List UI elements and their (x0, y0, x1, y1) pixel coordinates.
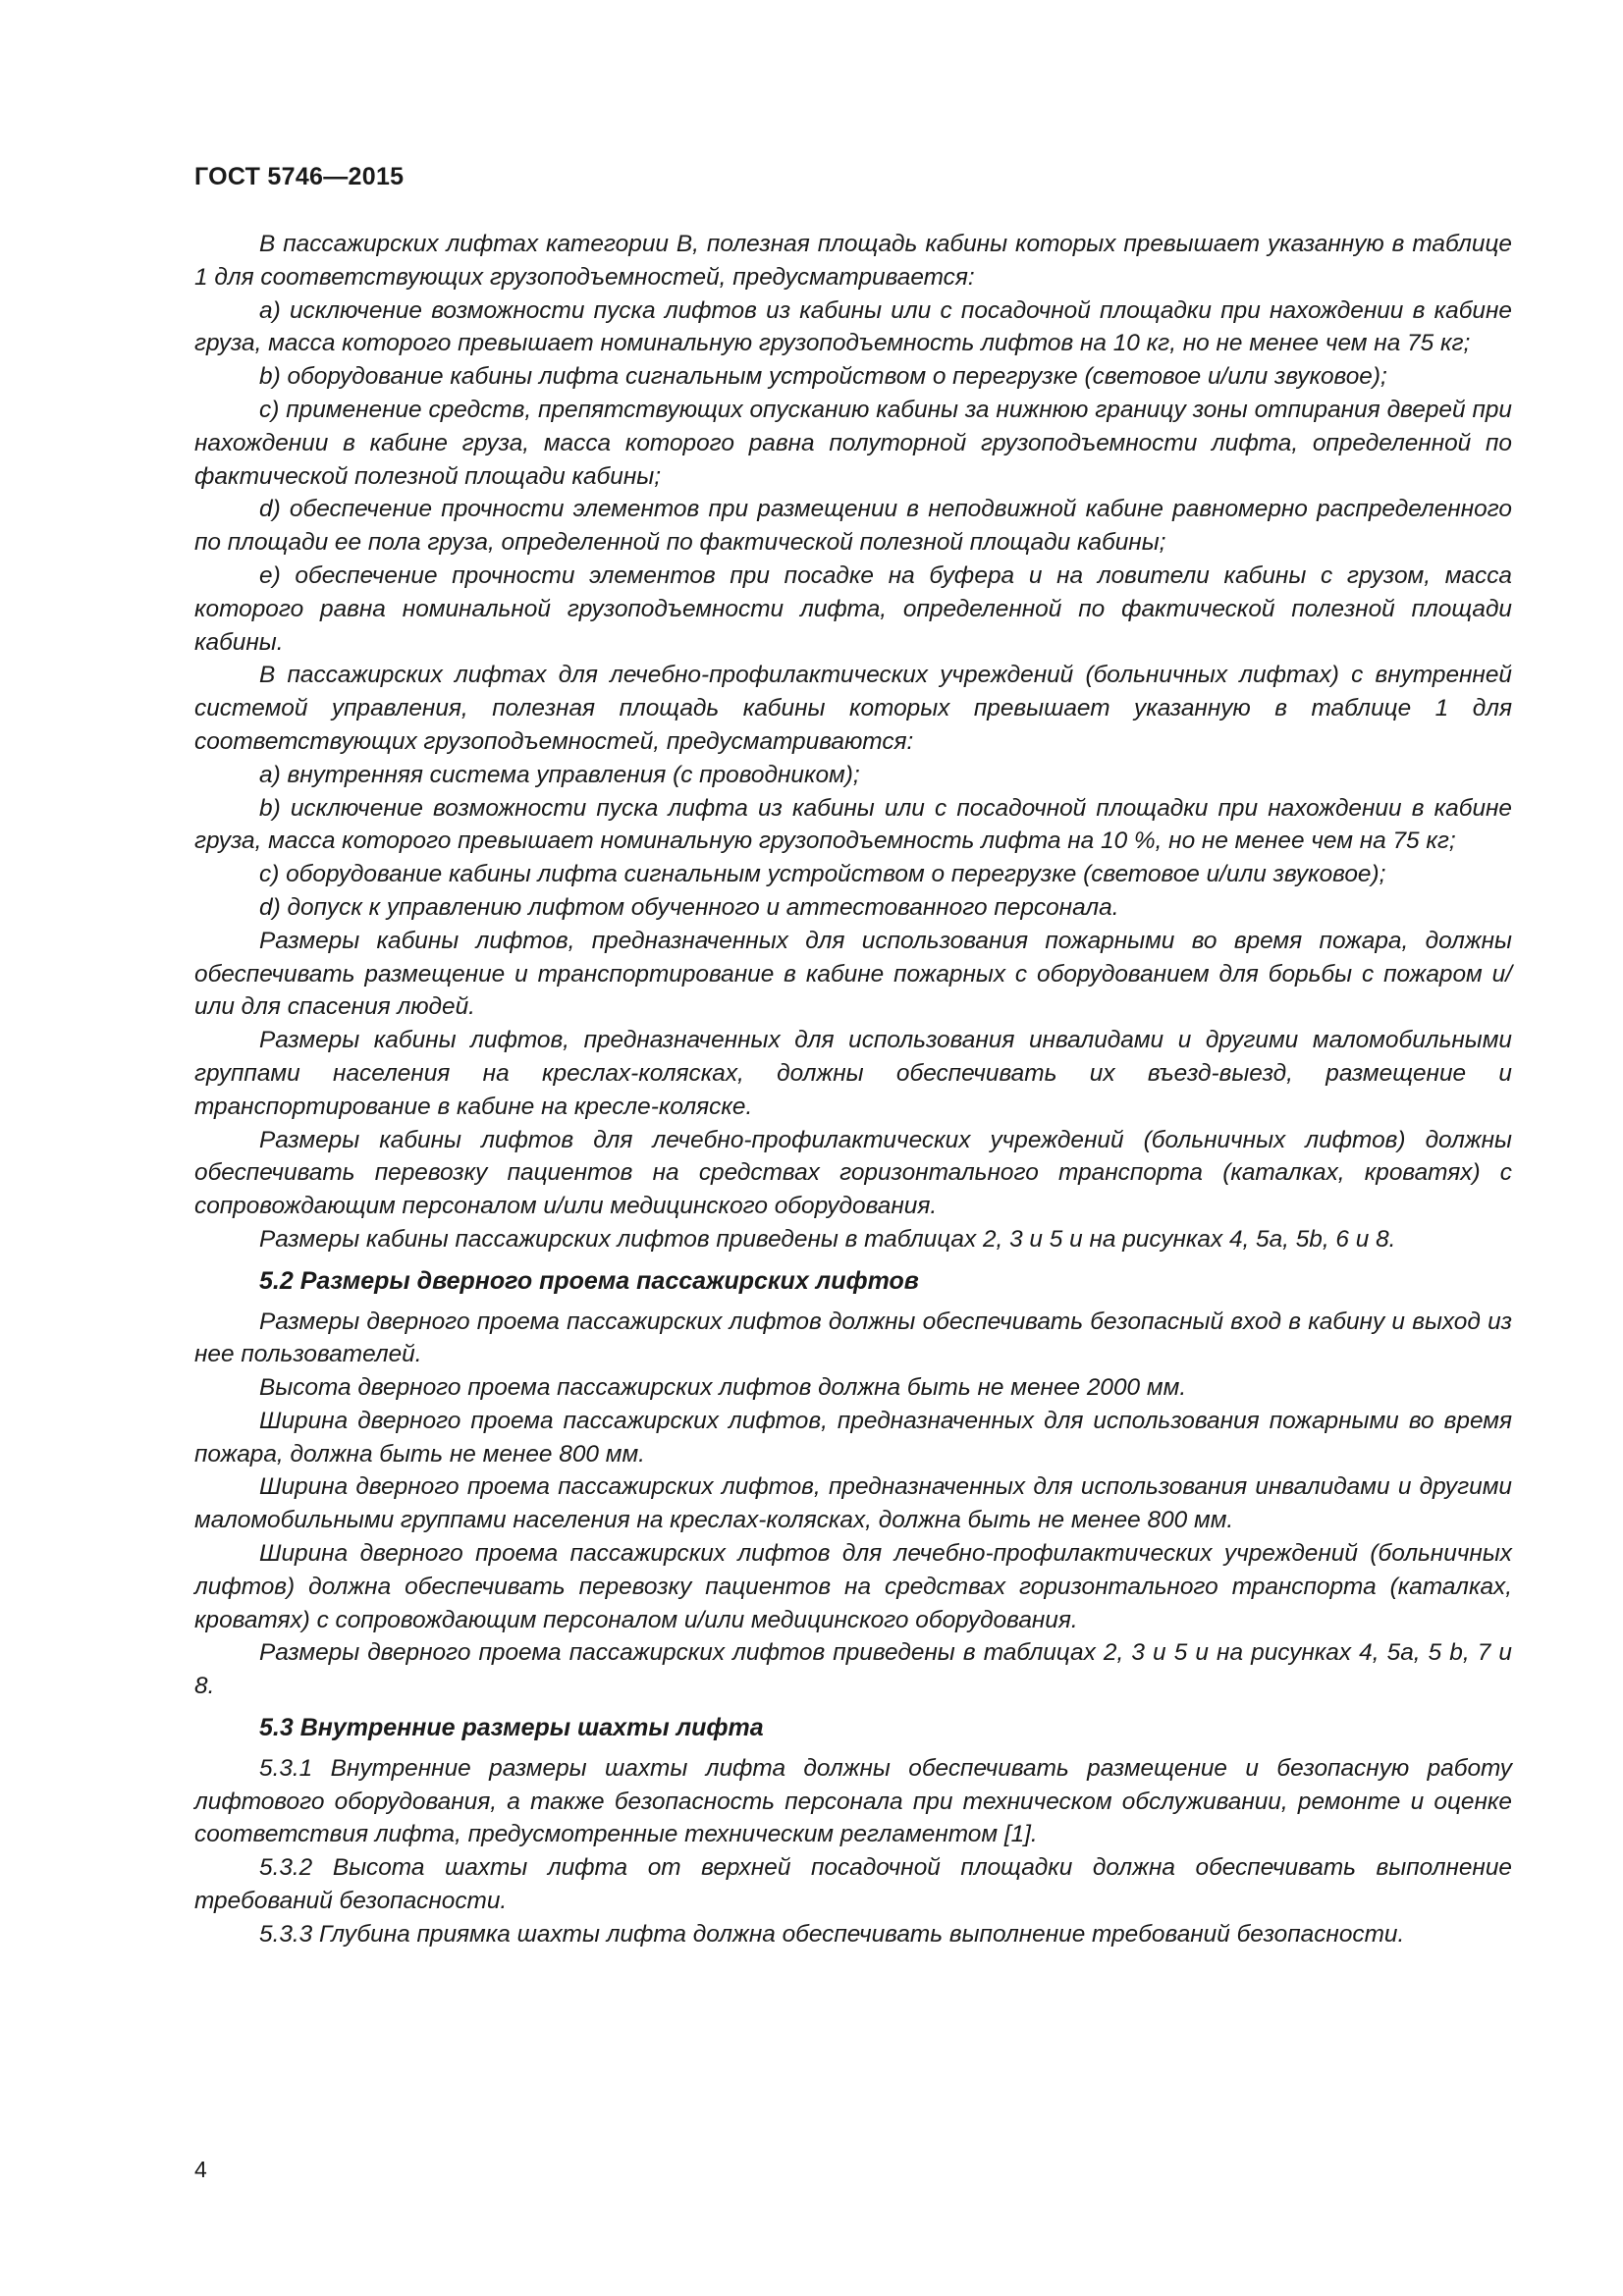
paragraph: В пассажирских лифтах для лечебно-профилактических учреждений (больничных лифтах) с внутренней системой управления, полезная площадь кабины которых превышает указанную в таблице 1 для соответствующих грузоподъемностей, предусматриваются: (194, 662, 1512, 755)
list-item: b) исключение возможности пуска лифта из кабины или с посадочной площадки при нахождении в кабине груза, масса которого превышает номинальную грузоподъемность лифта на 10 %, но не менее чем на 75 кг; (194, 794, 1512, 855)
paragraph: Размеры кабины лифтов, предназначенных для использования пожарными во время пожара, должны обеспечивать размещение и транспортирование в кабине пожарных с оборудованием для борьбы с пожаром и/или для спасения людей. (194, 927, 1512, 1021)
document-header: ГОСТ 5746—2015 (194, 163, 405, 190)
paragraph: Ширина дверного проема пассажирских лифтов, предназначенных для использования инвалидами и другими маломобильными группами населения на креслах-колясках, должна быть не менее 800 мм. (194, 1473, 1512, 1534)
list-item: b) оборудование кабины лифта сигнальным устройством о перегрузке (световое и/или звуковое); (259, 363, 1387, 391)
paragraph: Размеры кабины лифтов для лечебно-профилактических учреждений (больничных лифтов) должны обеспечивать перевозку пациентов на средствах горизонтального транспорта (каталках, кроватях) с сопровождающим персоналом и/или медицинского оборудования. (194, 1126, 1512, 1220)
list-item: c) применение средств, препятствующих опусканию кабины за нижнюю границу зоны отпирания дверей при нахождении в кабине груза, масса которого равна полуторной грузоподъемности лифта, определенной по фактической полезной площади кабины; (194, 396, 1512, 490)
paragraph: Размеры дверного проема пассажирских лифтов должны обеспечивать безопасный вход в кабину и выход из нее пользователей. (194, 1308, 1512, 1368)
list-item: d) обеспечение прочности элементов при размещении в неподвижной кабине равномерно распределенного по площади ее пола груза, определенной по фактической полезной площади кабины; (194, 496, 1512, 557)
paragraph: Размеры дверного проема пассажирских лифтов приведены в таблицах 2, 3 и 5 и на рисунках 4, 5a, 5 b, 7 и 8. (194, 1639, 1512, 1700)
list-item: a) внутренняя система управления (с проводником); (259, 761, 860, 788)
list-item: a) исключение возможности пуска лифтов из кабины или с посадочной площадки при нахождении в кабине груза, масса которого превышает номинальную грузоподъемность лифтов на 10 кг, но не менее чем на 75 кг; (194, 296, 1512, 357)
paragraph: В пассажирских лифтах категории В, полезная площадь кабины которых превышает указанную в таблице 1 для соответствующих грузоподъемностей, предусматривается: (194, 231, 1512, 291)
paragraph: Высота дверного проема пассажирских лифтов должна быть не менее 2000 мм. (259, 1374, 1187, 1402)
paragraph: Размеры кабины лифтов, предназначенных для использования инвалидами и другими маломобильными группами населения на креслах-колясках, должны обеспечивать их въезд-выезд, размещение и транспортирование в кабине на кресле-коляске. (194, 1027, 1512, 1120)
section-heading-5-3: 5.3 Внутренние размеры шахты лифта (259, 1714, 764, 1742)
paragraph: Размеры кабины пассажирских лифтов приведены в таблицах 2, 3 и 5 и на рисунках 4, 5а, 5b, 6 и 8. (259, 1225, 1396, 1253)
paragraph: 5.3.2 Высота шахты лифта от верхней посадочной площадки должна обеспечивать выполнение требований безопасности. (194, 1854, 1512, 1915)
paragraph: 5.3.3 Глубина приямка шахты лифта должна обеспечивать выполнение требований безопасности. (259, 1920, 1405, 1948)
paragraph: 5.3.1 Внутренние размеры шахты лифта должны обеспечивать размещение и безопасную работу лифтового оборудования, а также безопасность персонала при техническом обслуживании, ремонте и оценке соответствия лифта, предусмотренные техническим регламентом [1]. (194, 1754, 1512, 1848)
list-item: d) допуск к управлению лифтом обученного и аттестованного персонала. (259, 893, 1119, 921)
document-body (194, 228, 1512, 1951)
list-item: c) оборудование кабины лифта сигнальным устройством о перегрузке (световое и/или звуковое); (259, 861, 1386, 888)
section-heading-5-2: 5.2 Размеры дверного проема пассажирских лифтов (259, 1266, 919, 1295)
page-number: 4 (194, 2157, 207, 2182)
list-item: e) обеспечение прочности элементов при посадке на буфера и на ловители кабины с грузом, масса которого равна номинальной грузоподъемности лифта, определенной по фактической полезной площади кабины. (194, 561, 1512, 656)
paragraph: Ширина дверного проема пассажирских лифтов для лечебно-профилактических учреждений (больничных лифтов) должна обеспечивать перевозку пациентов на средствах горизонтального транспорта (каталках, кроватях) с сопровождающим персоналом и/или медицинского оборудования. (194, 1540, 1512, 1633)
paragraph: Ширина дверного проема пассажирских лифтов, предназначенных для использования пожарными во время пожара, должна быть не менее 800 мм. (194, 1407, 1512, 1468)
